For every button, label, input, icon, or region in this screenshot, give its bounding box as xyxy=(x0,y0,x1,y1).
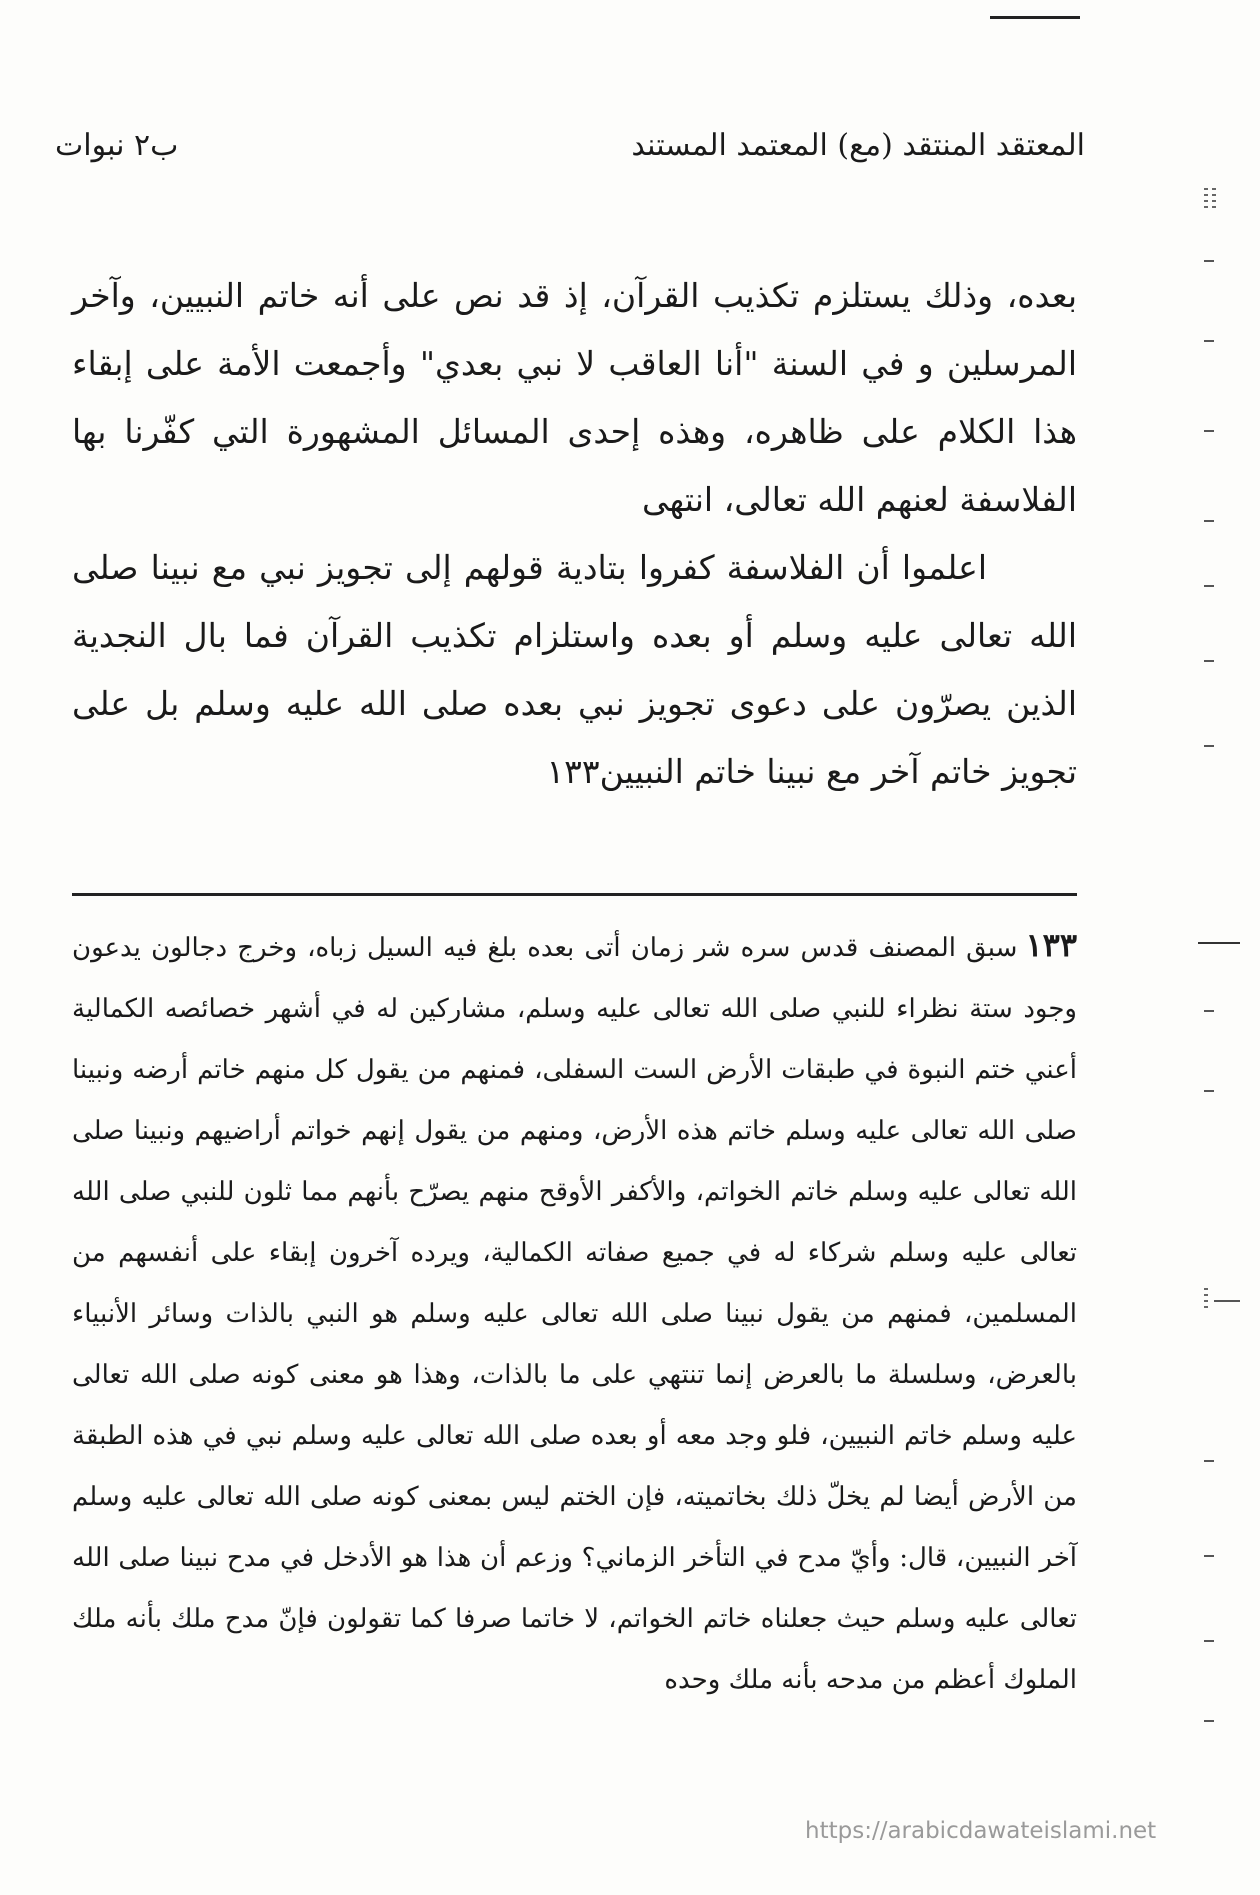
header-title: المعتقد المنتقد (مع) المعتمد المستند xyxy=(631,128,1085,163)
margin-mark xyxy=(1204,520,1214,522)
margin-marks xyxy=(1198,0,1238,1895)
margin-mark xyxy=(1204,1640,1214,1642)
top-rule xyxy=(990,16,1080,19)
main-text xyxy=(72,262,1077,806)
main-paragraph: بعده، وذلك يستلزم تكذيب القرآن، إذ قد نص على أنه خاتم النبيين، وآخر المرسلين و في السنة "أنا العاقب لا نبي بعدي" وأجمعت الأمة على إبقاء هذا الكلام على ظاهره، وهذه إحدى المسائل المشهورة التي كفّرنا بها الفلاسفة لعنهم الله تعالى، انتهى xyxy=(72,276,1077,519)
watermark-url: https://arabicdawateislami.net xyxy=(805,1818,1157,1844)
footnote-separator xyxy=(72,893,1077,896)
margin-mark xyxy=(1204,260,1214,262)
margin-mark xyxy=(1204,1555,1214,1557)
margin-mark xyxy=(1204,340,1214,342)
margin-mark xyxy=(1204,745,1214,747)
footnote-paragraph xyxy=(72,915,1077,1711)
margin-mark xyxy=(1204,430,1214,432)
margin-mark xyxy=(1204,188,1208,210)
margin-rule xyxy=(1198,942,1240,944)
margin-mark xyxy=(1214,1300,1240,1302)
margin-mark xyxy=(1204,1720,1214,1722)
margin-mark xyxy=(1204,1460,1214,1462)
margin-mark xyxy=(1204,1090,1214,1092)
footnote-text: سبق المصنف قدس سره شر زمان أتى بعده بلغ فيه السيل زباه، وخرج دجالون يدعون وجود ستة نظراء للنبي صلى الله تعالى عليه وسلم، مشاركين له في أشهر خصائصه الكمالية أعني ختم النبوة في طبقات الأرض الست السفلى، فمنهم من يقول كل منهم خاتم أرضه ونبينا صلى الله تعالى عليه وسلم خاتم هذه الأرض، ومنهم من يقول إنهم خواتم أراضيهم ونبينا صلى الله تعالى عليه وسلم خاتم الخواتم، والأكفر الأوقح منهم يصرّح بأنهم مما ثلون للنبي صلى الله تعالى عليه وسلم شركاء له في جميع صفاته الكمالية، ويرده آخرون إبقاء على أنفسهم من المسلمين، فمنهم من يقول نبينا صلى الله تعالى عليه وسلم هو النبي بالذات وسائر الأنبياء بالعرض، وسلسلة ما بالعرض إنما تنتهي على ما بالذات، وهذا هو معنى كونه صلى الله تعالى عليه وسلم خاتم النبيين، فلو وجد معه أو بعده صلى الله تعالى عليه وسلم نبي في هذه الطبقة من الأرض أيضا لم يخلّ ذلك بخاتميته، فإن الختم ليس بمعنى كونه صلى الله تعالى عليه وسلم آخر النبيين، قال: وأيّ مدح في التأخر الزماني؟ وزعم أن هذا هو الأدخل في مدح نبينا صلى الله تعالى عليه وسلم حيث جعلناه خاتم الخواتم، لا خاتما صرفا كما تقولون فإنّ مدح ملك بأنه ملك الملوك أعظم من مدحه بأنه ملك وحده xyxy=(72,933,1077,1695)
margin-mark xyxy=(1204,1010,1214,1012)
main-paragraph: اعلموا أن الفلاسفة كفروا بتادية قولهم إلى تجويز نبي مع نبينا صلى الله تعالى عليه وسلم أو بعده واستلزام تكذيب القرآن فما بال النجدية الذين يصرّون على دعوى تجويز نبي بعده صلى الله عليه وسلم بل على تجويز خاتم آخر مع نبينا خاتم النبيين١٣٣ xyxy=(72,548,1077,791)
footnote xyxy=(72,915,1077,1711)
margin-mark xyxy=(1204,585,1214,587)
margin-mark xyxy=(1204,1288,1208,1310)
margin-mark xyxy=(1204,660,1214,662)
footnote-number: ١٣٣ xyxy=(1025,926,1077,964)
header-section-ref: ب٢ نبوات xyxy=(55,128,179,163)
margin-mark xyxy=(1212,188,1216,210)
running-header xyxy=(55,128,1085,178)
